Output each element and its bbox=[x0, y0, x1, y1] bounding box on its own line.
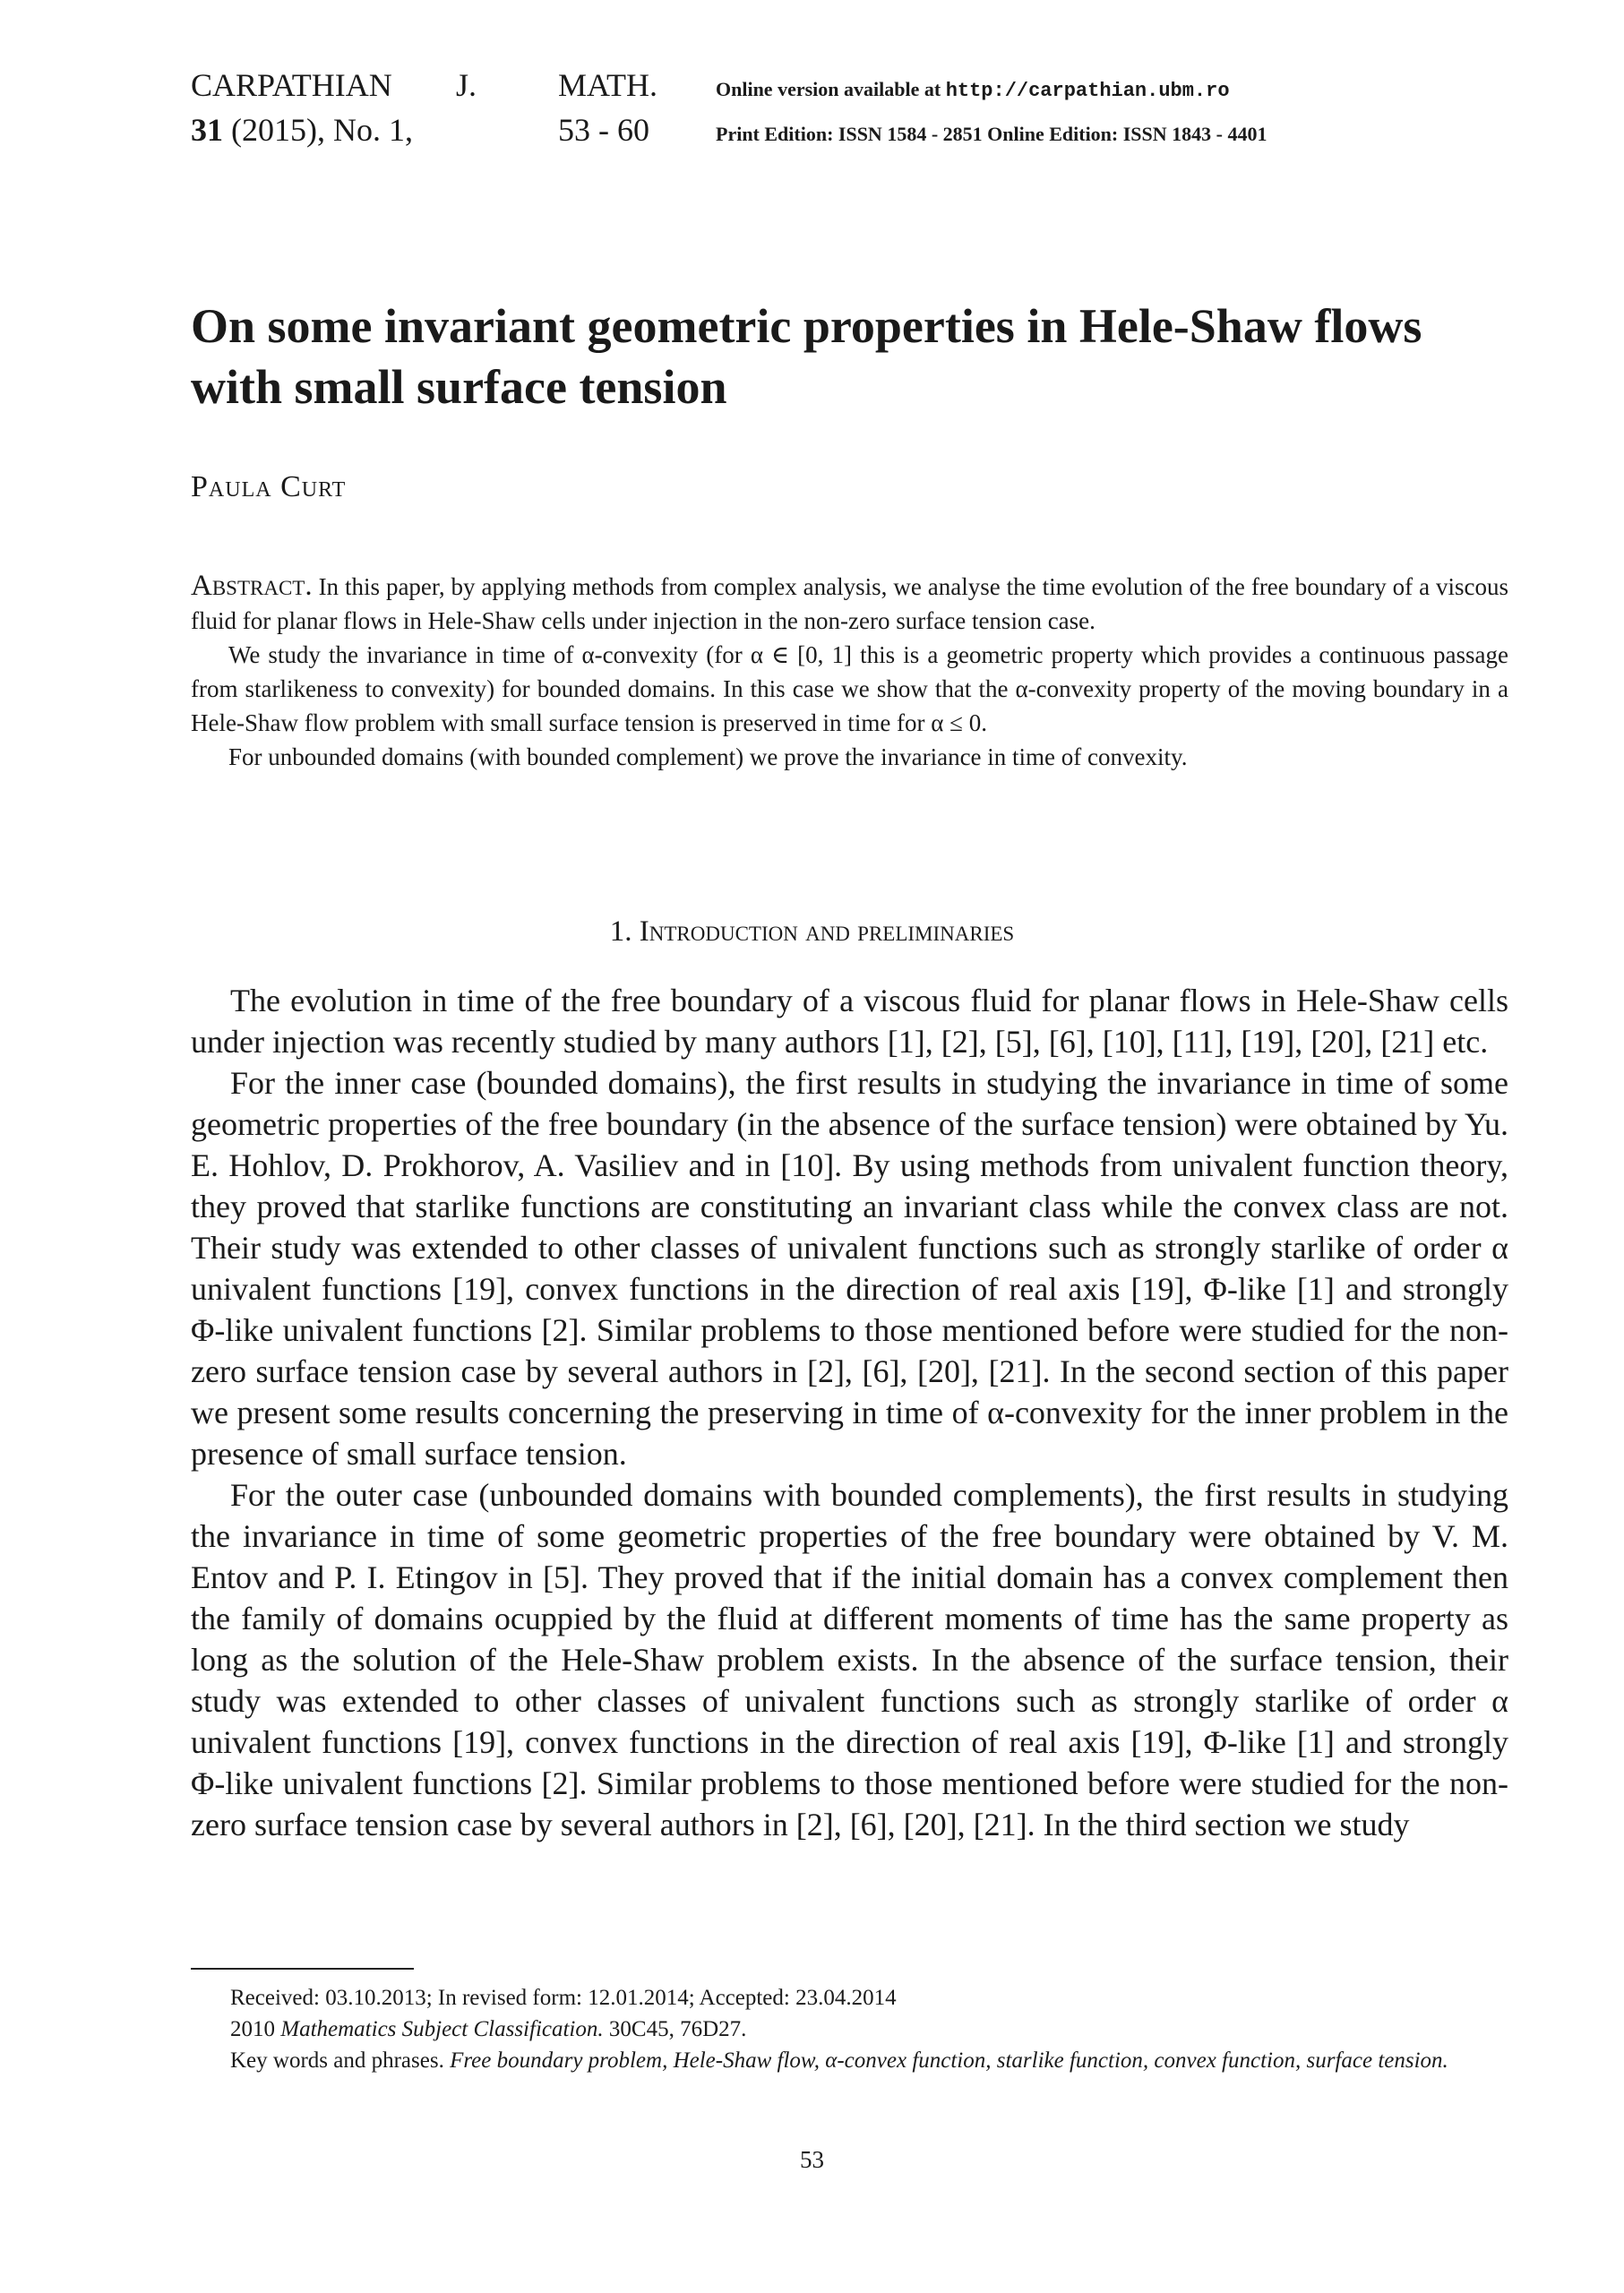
abstract-paragraph-2: We study the invariance in time of α-convexity (for α ∈ [0, 1] this is a geometric property which provides a continuous passage from starlikeness to convexity) for bounded domains. In this case we show that the α-convexity property of the moving boundary in a Hele-Shaw flow problem with small surface tension is preserved in time for α ≤ 0. bbox=[191, 641, 1508, 736]
year-issue: (2015), No. 1, bbox=[231, 112, 413, 148]
journal-abbr-math: MATH. bbox=[558, 67, 658, 103]
keywords-label: Key words and phrases. bbox=[230, 2048, 444, 2073]
body-paragraph-1: The evolution in time of the free boundary of a viscous fluid for planar flows in Hele-Shaw cells under injection was recently studied by many authors [1], [2], [5], [6], [10], [11], [19], [20], [21] etc. bbox=[191, 983, 1508, 1060]
abstract-label: Abstract. bbox=[191, 570, 313, 602]
section-title: Introduction and preliminaries bbox=[639, 915, 1015, 948]
page-range: 53 - 60 bbox=[558, 112, 649, 148]
abstract-paragraph-1: In this paper, by applying methods from complex analysis, we analyse the time evolution of the free boundary of a viscous fluid for planar flows in Hele-Shaw cells under injection in the non-zero surface tension case. bbox=[191, 573, 1508, 634]
journal-name: CARPATHIAN bbox=[191, 67, 392, 103]
footnote-rule bbox=[191, 1968, 414, 1970]
received-dates: Received: 03.10.2013; In revised form: 12.01.2014; Accepted: 23.04.2014 bbox=[230, 1986, 897, 2010]
abstract bbox=[191, 569, 1508, 774]
volume-number: 31 bbox=[191, 112, 223, 148]
footnote bbox=[191, 1982, 1508, 2076]
issn-line: Print Edition: ISSN 1584 - 2851 Online Edition: ISSN 1843 - 4401 bbox=[716, 123, 1267, 145]
paper-title: On some invariant geometric properties in Hele-Shaw flows with small surface tension bbox=[191, 299, 1422, 414]
abstract-paragraph-3: For unbounded domains (with bounded complement) we prove the invariance in time of convexity. bbox=[228, 743, 1188, 770]
section-heading bbox=[0, 915, 1624, 949]
introduction-body bbox=[191, 980, 1508, 1845]
journal-abbr-j: J. bbox=[456, 67, 477, 103]
online-label: Online version available at bbox=[716, 78, 941, 100]
journal-header bbox=[191, 63, 710, 152]
edition-info bbox=[716, 68, 1267, 156]
section-number: 1. bbox=[609, 915, 632, 948]
msc-label: Mathematics Subject Classification. bbox=[280, 2017, 604, 2041]
body-paragraph-2: For the inner case (bounded domains), the first results in studying the invariance in time of some geometric properties of the free boundary (in the absence of the surface tension) were obtained by Yu. E. Hohlov, D. Prokhorov, A. Vasiliev and in [10]. By using methods from univalent function theory, they proved that starlike functions are constituting an invariant class while the convex class are not. Their study was extended to other classes of univalent functions such as strongly starlike of order α univalent functions [19], convex functions in the direction of real axis [19], Φ-like [1] and strongly Φ-like univalent functions [2]. Similar problems to those mentioned before were studied for the non-zero surface tension case by several authors in [2], [6], [20], [21]. In the second section of this paper we present some results concerning the preserving in time of α-convexity for the inner problem in the presence of small surface tension. bbox=[191, 1065, 1508, 1472]
online-url-link[interactable]: http://carpathian.ubm.ro bbox=[945, 80, 1230, 102]
author-name: Paula Curt bbox=[191, 470, 347, 503]
body-paragraph-3: For the outer case (unbounded domains with bounded complements), the first results in studying the invariance in time of some geometric properties of the free boundary were obtained by V. M. Entov and P. I. Etingov in [5]. They proved that if the initial domain has a convex complement then the family of domains ocuppied by the fluid at different moments of time has the same property as long as the solution of the Hele-Shaw problem exists. In the absence of the surface tension, their study was extended to other classes of univalent functions such as strongly starlike of order α univalent functions [19], convex functions in the direction of real axis [19], Φ-like [1] and strongly Φ-like univalent functions [2]. Similar problems to those mentioned before were studied for the non-zero surface tension case by several authors in [2], [6], [20], [21]. In the third section we study bbox=[191, 1477, 1508, 1842]
msc-codes: 30C45, 76D27. bbox=[608, 2017, 747, 2041]
msc-year: 2010 bbox=[230, 2017, 275, 2041]
page-number: 53 bbox=[800, 2146, 824, 2173]
keywords-text: Free boundary problem, Hele-Shaw flow, α-convex function, starlike function, convex function, surface tension. bbox=[450, 2048, 1448, 2073]
